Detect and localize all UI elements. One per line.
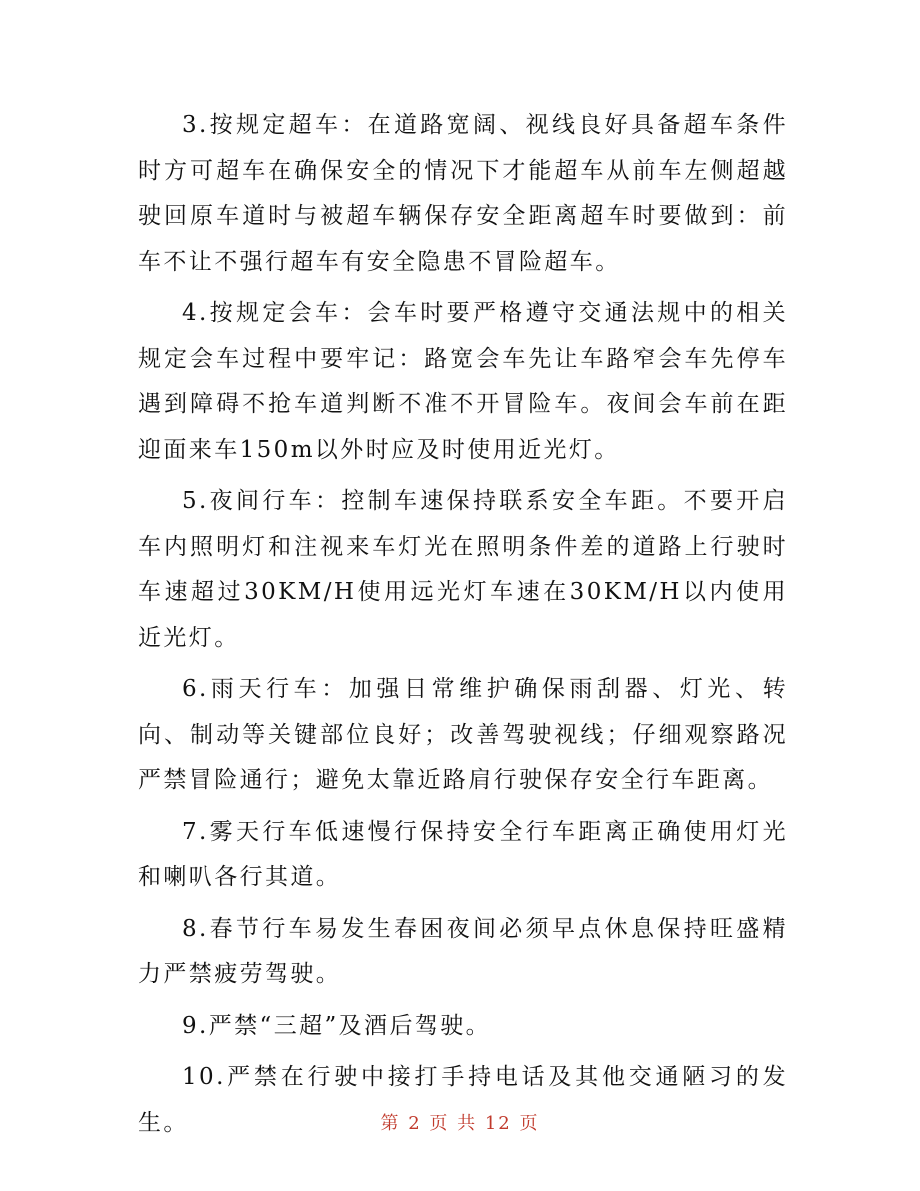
document-body <box>138 103 788 1152</box>
paragraph-overtaking: 3.按规定超车：在道路宽阔、视线良好具备超车条件时方可超车在确保安全的情况下才能超车从前车左侧超越驶回原车道时与被超车辆保存安全距离超车时要做到：前车不让不强行超车有安全隐患不冒险超车。 <box>138 112 788 275</box>
paragraph-prohibition-overload: 9.严禁“三超”及酒后驾驶。 <box>182 1012 492 1039</box>
paragraph-spring-festival: 8.春节行车易发生春困夜间必须早点休息保持旺盛精力严禁疲劳驾驶。 <box>138 915 788 987</box>
paragraph-prohibition-phone: 10.严禁在行驶中接打手持电话及其他交通陋习的发生。 <box>138 1064 788 1136</box>
paragraph-night-driving: 5.夜间行车：控制车速保持联系安全车距。不要开启车内照明灯和注视来车灯光在照明条件差的道路上行驶时车速超过30KM/H使用远光灯车速在30KM/H以内使用近光灯。 <box>138 488 788 651</box>
paragraph-fog-driving: 7.雾天行车低速慢行保持安全行车距离正确使用灯光和喇叭各行其道。 <box>138 818 788 890</box>
paragraph-meeting-vehicles: 4.按规定会车：会车时要严格遵守交通法规中的相关规定会车过程中要牢记：路宽会车先让车路窄会车先停车遇到障碍不抢车道判断不准不开冒险车。夜间会车前在距迎面来车150m以外时应及时使用近光灯。 <box>138 300 788 463</box>
page-footer: 第 2 页 共 12 页 <box>380 1113 540 1134</box>
paragraph-rain-driving: 6.雨天行车：加强日常维护确保雨刮器、灯光、转向、制动等关键部位良好；改善驾驶视线；仔细观察路况严禁冒险通行；避免太靠近路肩行驶保存安全行车距离。 <box>138 676 788 793</box>
